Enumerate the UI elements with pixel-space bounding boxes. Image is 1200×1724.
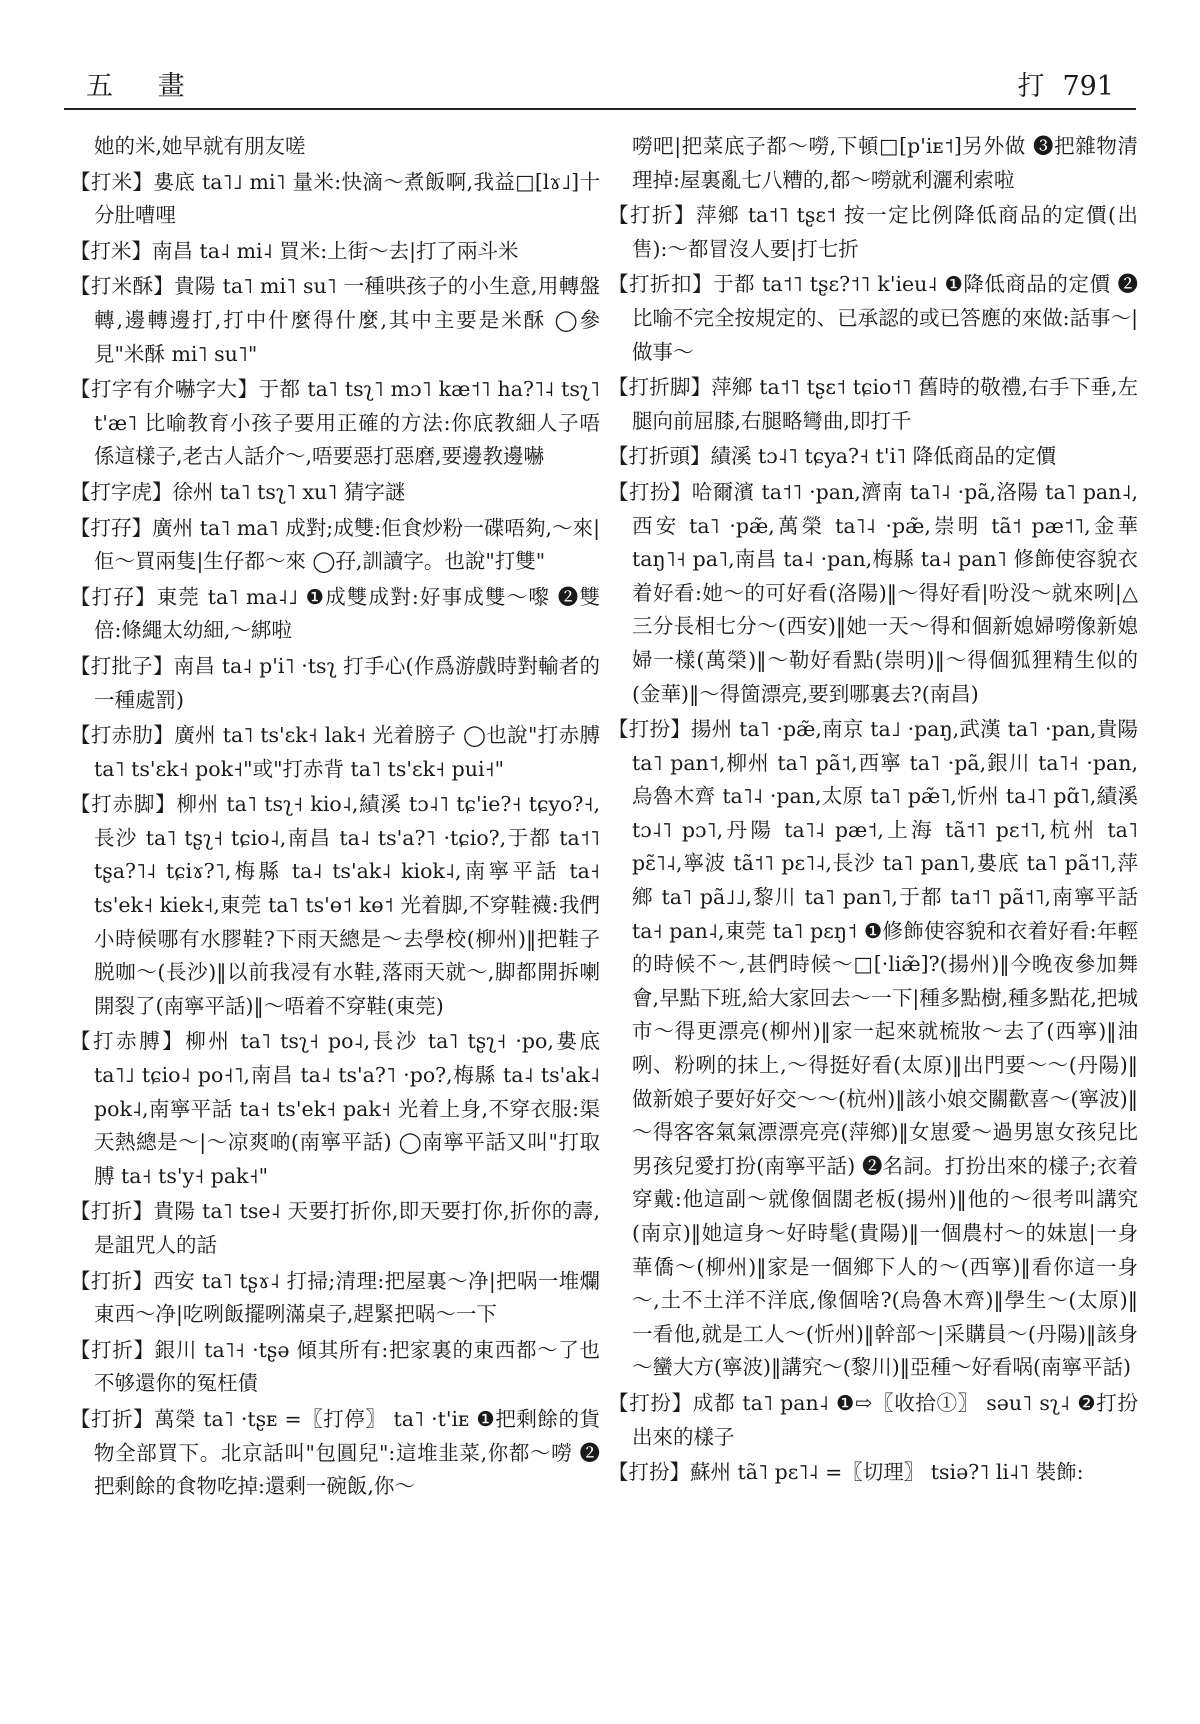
dictionary-entry: 【打扮】蘇州 tã˥ pɛ˥˨ =〖切理〗 tsiə?˥ li˨˥ 裝飾:	[608, 1460, 1084, 1485]
dictionary-entry: 【打批子】南昌 ta˨ p'i˥ ·tsʅ 打手心(作爲游戲時對輸者的一種處罰)	[70, 653, 600, 712]
dictionary-entry: 【打赤肋】廣州 ta˥ ts'ɛk˧ lak˧ 光着膀子 ◯也說"打赤膊 ta˥ ts'ɛk˧ pok˧"或"打赤背 ta˥ ts'ɛk˧ pui˧"	[70, 723, 600, 781]
dictionary-entry: 【打折】貴陽 ta˥ tse˨ 天要打折你,即天要打你,折你的壽,是詛咒人的話	[70, 1199, 600, 1257]
dictionary-entry: 【打孖】東莞 ta˥ ma˨˩ ❶成雙成對:好事成雙～嚟 ❷雙倍:條繩太幼細,～綁啦	[70, 584, 600, 643]
dictionary-entry: 【打折扣】于都 ta˦˥ tʂɛ?˦˥ k'ieu˨ ❶降低商品的定價 ❷比喻不完全按規定的、已承認的或已答應的來做:話事～|做事～	[608, 272, 1138, 364]
dictionary-entry: 【打字虎】徐州 ta˥ tsʅ˥ xu˥ 猜字謎	[70, 479, 406, 504]
right-column	[608, 130, 1138, 1492]
dictionary-entry: 【打折】銀川 ta˥˧ ·tʂə 傾其所有:把家裏的東西都～了也不够還你的冤枉債	[70, 1337, 600, 1396]
dictionary-entry: 【打扮】成都 ta˥ pan˨ ❶⇨〖收拾①〗 səu˥ sʅ˨ ❷打扮出來的樣子	[608, 1390, 1138, 1449]
dictionary-entry: 【打赤膊】柳州 ta˥ tsʅ˧ po˨,長沙 ta˥ tʂʅ˧ ·po,婁底 ta˥˩ tɕio˨ po˧˥,南昌 ta˨ ts'a?˥ ·po?,梅縣 ta˨ ts'ak˨ pok˨,南寧平話 ta˧ ts'ek˧ pak˧ 光着上身,不穿衣服:渠天熱總是～|～凉爽啲(南寧平話) ◯南寧平話又叫"打取膊 ta˧ ts'y˧ pak˧"	[70, 1029, 600, 1188]
dictionary-entry: 嘮吧|把菜底子都～嘮,下頓□[p'iᴇ˦]另外做 ❸把雜物清理掉:屋裏亂七八糟的,都～嘮就利灑利索啦	[632, 134, 1138, 192]
dictionary-entry: 【打折】萍鄉 ta˦˥ tʂɛ˦ 按一定比例降低商品的定價(出售):～都冒沒人要|打七折	[608, 203, 1138, 261]
dictionary-entry: 【打米】南昌 ta˨ mi˨ 買米:上街～去|打了兩斗米	[70, 238, 519, 263]
page-header	[64, 52, 1136, 110]
dictionary-entry: 【打米】婁底 ta˥˩ mi˥ 量米:快滴～煮飯啊,我益□[lɤ˩]十分肚嘈哩	[70, 169, 600, 228]
dictionary-entry: 【打赤脚】柳州 ta˥ tsʅ˧ kio˨,績溪 tɔ˨˥ tɕ'ie?˧ tɕyo?˧,長沙 ta˥ tʂʅ˧ tɕio˨,南昌 ta˨ ts'a?˥ ·tɕio?,于都 ta˦˥ tʂa?˥˨ tɕiɤ?˥,梅縣 ta˨ ts'ak˨ kiok˨,南寧平話 ta˧ ts'ek˧ kiek˧,東莞 ta˥ ts'ɵ˦ kɵ˦ 光着脚,不穿鞋襪:我們小時候哪有水膠鞋?下雨天總是～去學校(柳州)‖把鞋子脱咖～(長沙)‖以前我㓎有水鞋,落雨天就～,脚都開拆喇開裂了(南寧平話)‖～唔着不穿鞋(東莞)	[70, 792, 600, 1018]
dictionary-entry: 【打扮】哈爾濱 ta˦˥ ·pan,濟南 ta˥˨ ·pã,洛陽 ta˥ pan˨,西安 ta˥ ·pæ̃,萬榮 ta˥˨ ·pæ̃,崇明 tã˦ pæ˦˥,金華 taŋ˥˧ pa˥,南昌 ta˨ ·pan,梅縣 ta˨ pan˥ 修飾使容貌衣着好看:她～的可好看(洛陽)‖～得好看|吩没～就來咧|△三分長相七分～(西安)‖她一天～得和個新媳婦嘮像新媳婦一樣(萬榮)‖～勒好看點(崇明)‖～得個狐狸精生似的(金華)‖～得箇漂亮,要到哪裏去?(南昌)	[608, 479, 1138, 706]
dictionary-entry: 她的米,她早就有朋友嗟	[94, 134, 306, 158]
dictionary-entry: 【打折脚】萍鄉 ta˦˥ tʂɛ˦ tɕio˦˥ 舊時的敬禮,右手下垂,左腿向前屈膝,右腿略彎曲,即打千	[608, 375, 1138, 433]
dictionary-entry: 【打扮】揚州 ta˥ ·pæ̃,南京 ta˩ ·paŋ,武漢 ta˥ ·pan,貴陽 ta˥ pan˦,柳州 ta˥ pã˦,西寧 ta˥ ·pã,銀川 ta˥˧ ·pan,烏魯木齊 ta˥˨ ·pan,太原 ta˥ pæ̃˥,忻州 ta˨˥ pɑ̃˥,績溪 tɔ˨˥ pɔ˥,丹陽 ta˥˨ pæ˦,上海 tã˦˥ pɛ˦˥,杭州 ta˥ pɛ̃˥˨,寧波 tã˦˥ pɛ˥˨,長沙 ta˥ pan˥,婁底 ta˥ pã˦˥,萍鄉 ta˥ pã˩˩,黎川 ta˥ pan˥,于都 ta˦˥ pã˦˥,南寧平話 ta˧ pan˨,東莞 ta˥ pɛŋ˦ ❶修飾使容貌和衣着好看:年輕的時候不～,甚們時候～□[·liæ̃]?(揚州)‖今晚夜參加舞會,早點下班,給大家回去～一下|種多點樹,種多點花,把城市～得更漂亮(柳州)‖家一起來就梳妝～去了(西寧)‖油咧、粉咧的抹上,～得挺好看(太原)‖出門要～～(丹陽)‖做新娘子要好好交～～(杭州)‖該小娘交關歡喜～(寧波)‖～得客客氣氣漂漂亮亮(萍鄉)‖女崽愛～過男崽女孩兒比男孩兒愛打扮(南寧平話) ❷名詞。打扮出來的樣子;衣着穿戴:他這副～就像個闊老板(揚州)‖他的～很考叫講究(南京)‖她這身～好時髦(貴陽)‖一個農村～的妹崽|一身華僑～(柳州)‖家是一個鄉下人的～(西寧)‖看你這一身～,土不土洋不洋底,像個啥?(烏魯木齊)‖學生～(太原)‖一看他,就是工人～(忻州)‖幹部～|采購員～(丹陽)‖該身～蠻大方(寧波)‖講究～(黎川)‖亞種～好看㖞(南寧平話)	[608, 717, 1138, 1380]
page-number: 791	[1062, 71, 1114, 102]
dictionary-entry: 【打米酥】貴陽 ta˥ mi˥ su˥ 一種哄孩子的小生意,用轉盤轉,邊轉邊打,打中什麼得什麼,其中主要是米酥 ◯參見"米酥 mi˥ su˥"	[70, 274, 600, 366]
head-character: 打	[1017, 71, 1045, 102]
dictionary-entry: 【打折】西安 ta˥ tʂɤ˨ 打掃;清理:把屋裏～净|把㖞一堆爛東西～净|吃咧飯擺咧滿桌子,趕緊把㖞～一下	[70, 1268, 600, 1327]
left-column	[70, 130, 600, 1506]
dictionary-entry: 【打折頭】績溪 tɔ˨˥ tɕya?˧ t'i˥ 降低商品的定價	[608, 444, 1057, 469]
dictionary-entry: 【打孖】廣州 ta˥ ma˥ 成對;成雙:佢食炒粉一碟唔夠,～來|佢～買兩隻|生仔都～來 ◯孖,訓讀字。也說"打雙"	[70, 515, 600, 574]
page-heading	[1017, 64, 1114, 103]
dictionary-entry: 【打字有介嚇字大】于都 ta˥ tsʅ˥ mɔ˥ kæ˦˥ ha?˥˨ tsʅ˥ t'æ˥ 比喻教育小孩子要用正確的方法:你底教細人子唔係這樣子,老古人話介～,唔要惡打惡磨,要邊教邊嚇	[70, 377, 600, 469]
section-title: 五 畫	[86, 71, 203, 102]
dictionary-entry: 【打折】萬榮 ta˥ ·tʂᴇ =〖打停〗 ta˥ ·t'iᴇ ❶把剩餘的貨物全部買下。北京話叫"包圓兒":這堆韭菜,你都～嘮 ❷把剩餘的食物吃掉:還剩一碗飯,你～	[70, 1406, 600, 1499]
